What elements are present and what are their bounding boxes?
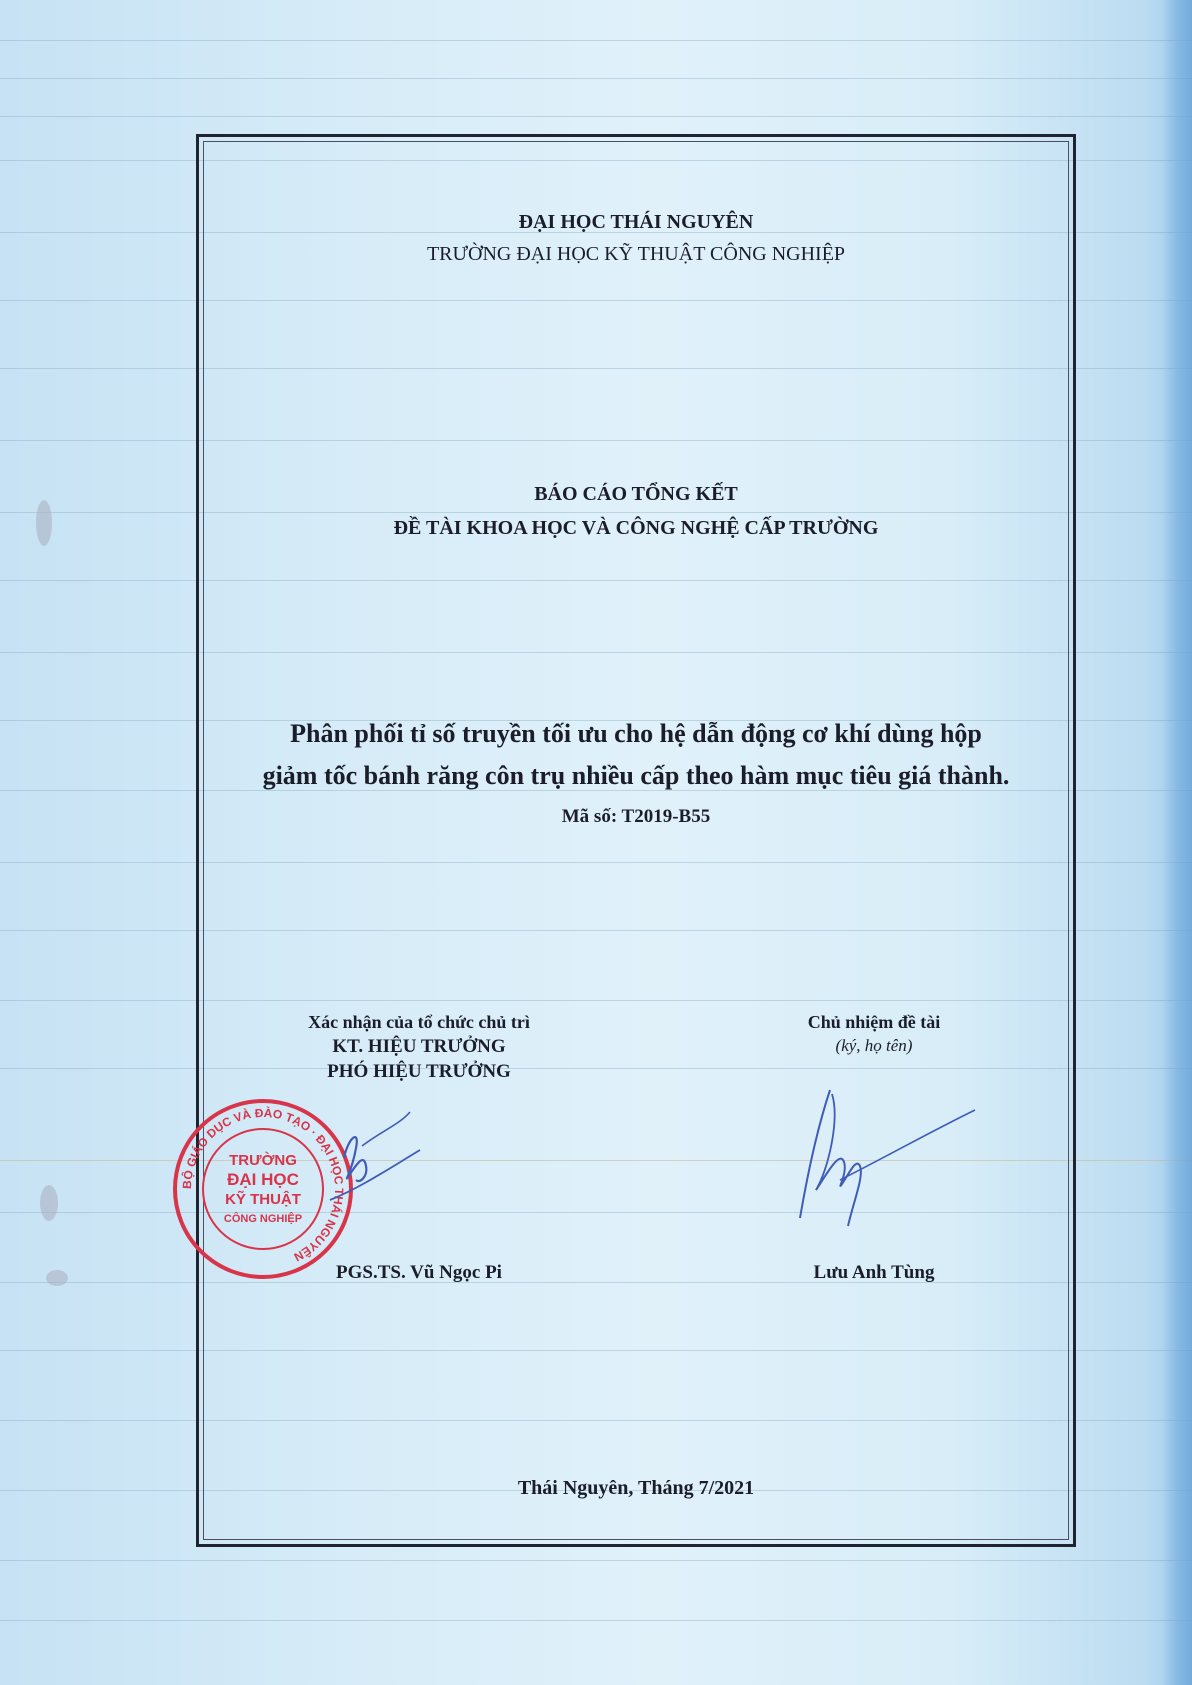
scan-line (0, 78, 1192, 79)
scan-line (0, 1620, 1192, 1621)
scan-line (0, 1560, 1192, 1561)
cover-frame-inner (203, 141, 1069, 1540)
place-and-date: Thái Nguyên, Tháng 7/2021 (517, 1477, 755, 1499)
project-lead-name: Lưu Anh Tùng (813, 1262, 935, 1283)
stamp-line-4: CÔNG NGHIỆP (223, 1213, 303, 1225)
scan-edge-shade (1162, 0, 1192, 1685)
project-code: Mã số: T2019-B55 (561, 806, 711, 827)
project-lead-signature (780, 1080, 980, 1230)
cover-frame (196, 134, 1076, 1547)
vice-rector-title: PHÓ HIỆU TRƯỞNG (327, 1061, 511, 1082)
project-lead-caption: Chủ nhiệm đề tài (807, 1012, 941, 1032)
host-confirmation-caption: Xác nhận của tổ chức chủ trì (308, 1012, 530, 1032)
scan-blemish (36, 500, 52, 546)
scan-line (0, 116, 1192, 117)
stamp-ring-text: BỘ GIÁO DỤC VÀ ĐÀO TẠO · ĐẠI HỌC THÁI NGUYÊN (179, 1105, 347, 1265)
scan-blemish (46, 1270, 68, 1286)
stamp-line-1: TRƯỜNG (229, 1152, 297, 1169)
vice-rector-name: PGS.TS. Vũ Ngọc Pi (336, 1262, 502, 1283)
report-type: BÁO CÁO TỔNG KẾT (534, 483, 738, 505)
stamp-line-2: ĐẠI HỌC (227, 1170, 299, 1189)
report-level: ĐỀ TÀI KHOA HỌC VÀ CÔNG NGHỆ CẤP TRƯỜNG (393, 517, 879, 539)
scan-blemish (40, 1185, 58, 1221)
rector-title: KT. HIỆU TRƯỞNG (332, 1036, 506, 1057)
project-title-line2: giảm tốc bánh răng côn trụ nhiều cấp theo hàm mục tiêu giá thành. (262, 761, 1010, 790)
project-title-line1: Phân phối tỉ số truyền tối ưu cho hệ dẫn động cơ khí dùng hộp (290, 719, 982, 748)
school-name: TRƯỜNG ĐẠI HỌC KỸ THUẬT CÔNG NGHIỆP (426, 243, 846, 265)
vice-rector-signature (320, 1088, 430, 1208)
scan-line (0, 40, 1192, 41)
sign-note: (ký, họ tên) (835, 1036, 913, 1055)
university-name: ĐẠI HỌC THÁI NGUYÊN (518, 211, 754, 233)
stamp-line-3: KỸ THUẬT (225, 1191, 301, 1208)
